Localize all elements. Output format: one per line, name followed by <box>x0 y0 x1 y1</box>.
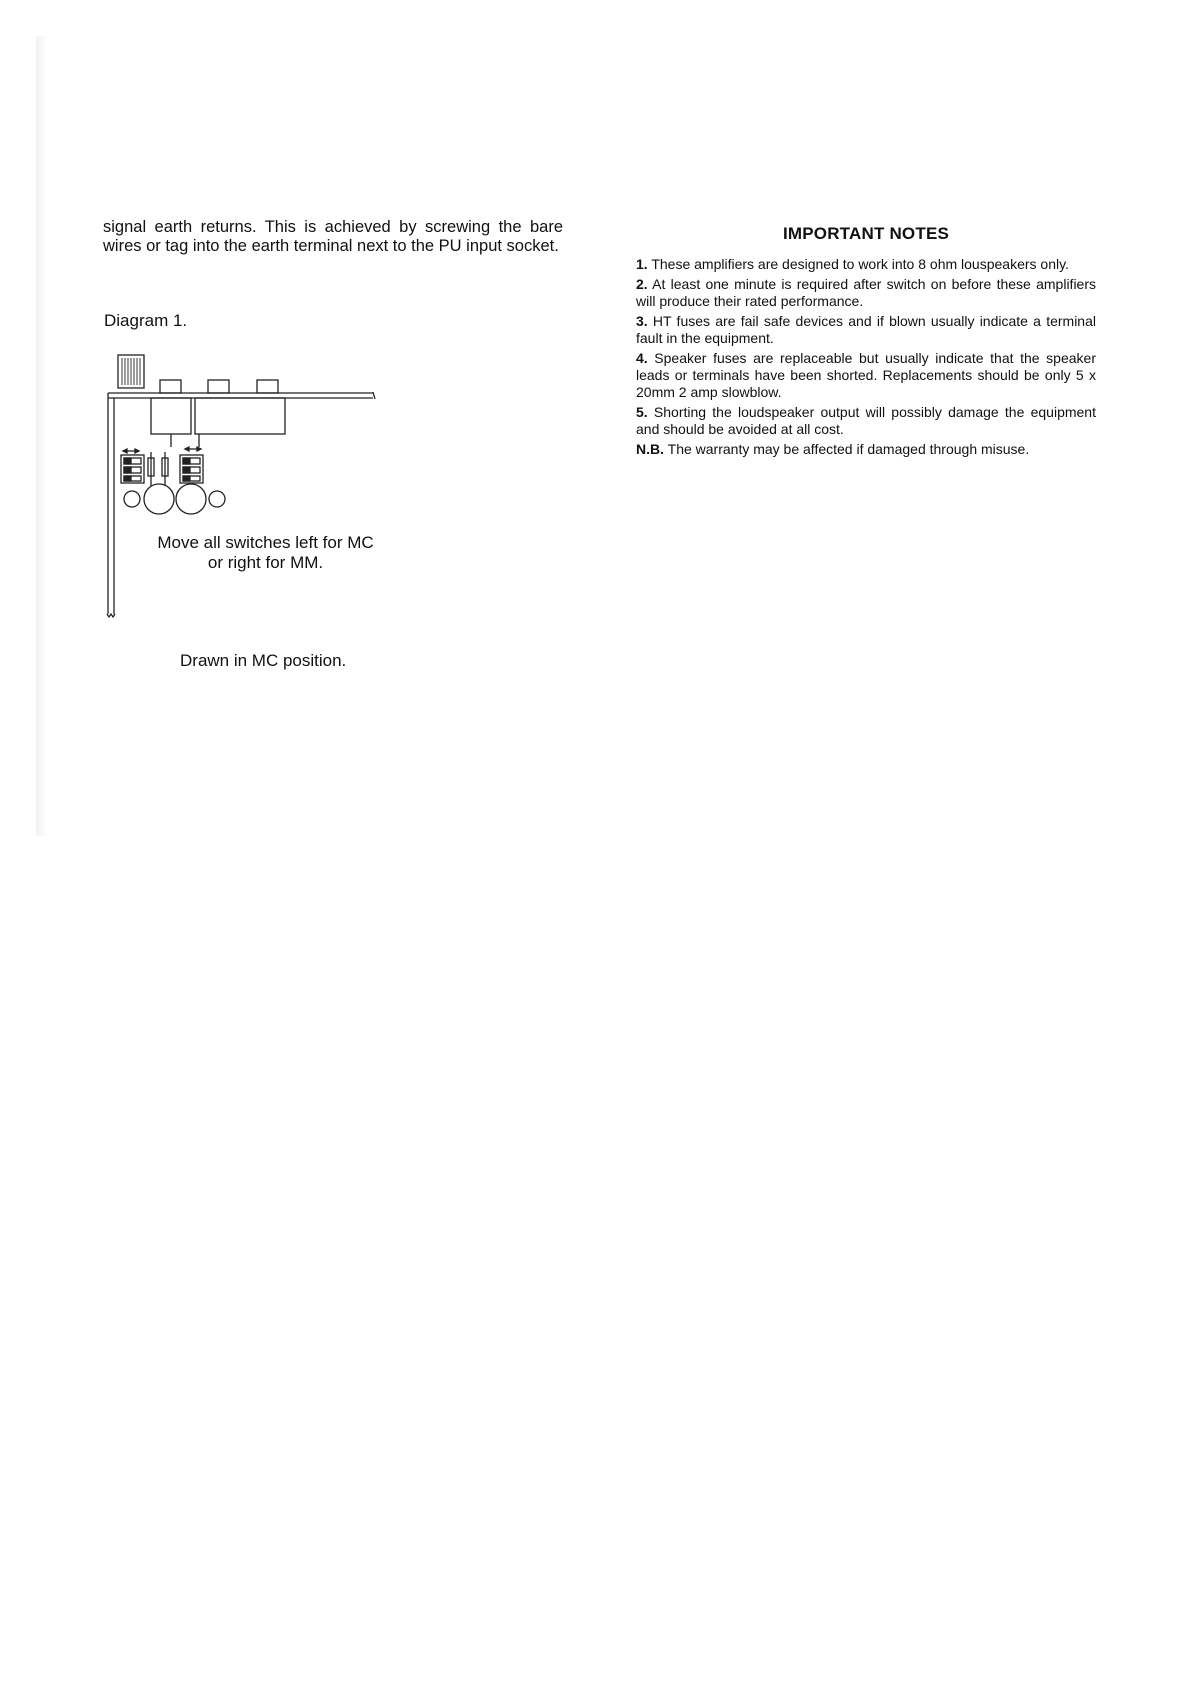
left-column <box>103 218 563 256</box>
board-tab <box>160 380 181 393</box>
component-box <box>195 398 285 434</box>
diagram-1-illustration <box>105 352 385 632</box>
board-tab <box>208 380 229 393</box>
board-tab <box>257 380 278 393</box>
note-item: 2. At least one minute is required after switch on before these amplifiers will produce their rated performance. <box>636 276 1096 309</box>
important-notes-section <box>636 224 1096 461</box>
switch-caption: Move all switches left for MC or right for MM. <box>157 533 374 572</box>
position-caption: Drawn in MC position. <box>180 651 347 670</box>
diagram-title: Diagram 1. <box>104 311 188 330</box>
scan-shadow-edge <box>36 36 48 836</box>
socket <box>144 484 174 514</box>
component-box <box>151 398 191 434</box>
note-item: 1. These amplifiers are designed to work into 8 ohm louspeakers only. <box>636 256 1069 272</box>
socket <box>209 491 225 507</box>
socket <box>176 484 206 514</box>
note-item: N.B. The warranty may be affected if damaged through misuse. <box>636 441 1030 457</box>
note-item: 4. Speaker fuses are replaceable but usually indicate that the speaker leads or terminals have been shorted. Replacements should be only 5 x 20mm 2 amp slowblow. <box>636 350 1096 400</box>
notes-title: IMPORTANT NOTES <box>782 224 950 243</box>
note-item: 3. HT fuses are fail safe devices and if blown usually indicate a terminal fault in the equipment. <box>636 313 1096 346</box>
intro-paragraph: signal earth returns. This is achieved by screwing the bare wires or tag into the earth terminal next to the PU input socket. <box>103 218 563 255</box>
socket <box>124 491 140 507</box>
note-item: 5. Shorting the loudspeaker output will possibly damage the equipment and should be avoided at all cost. <box>636 404 1096 437</box>
